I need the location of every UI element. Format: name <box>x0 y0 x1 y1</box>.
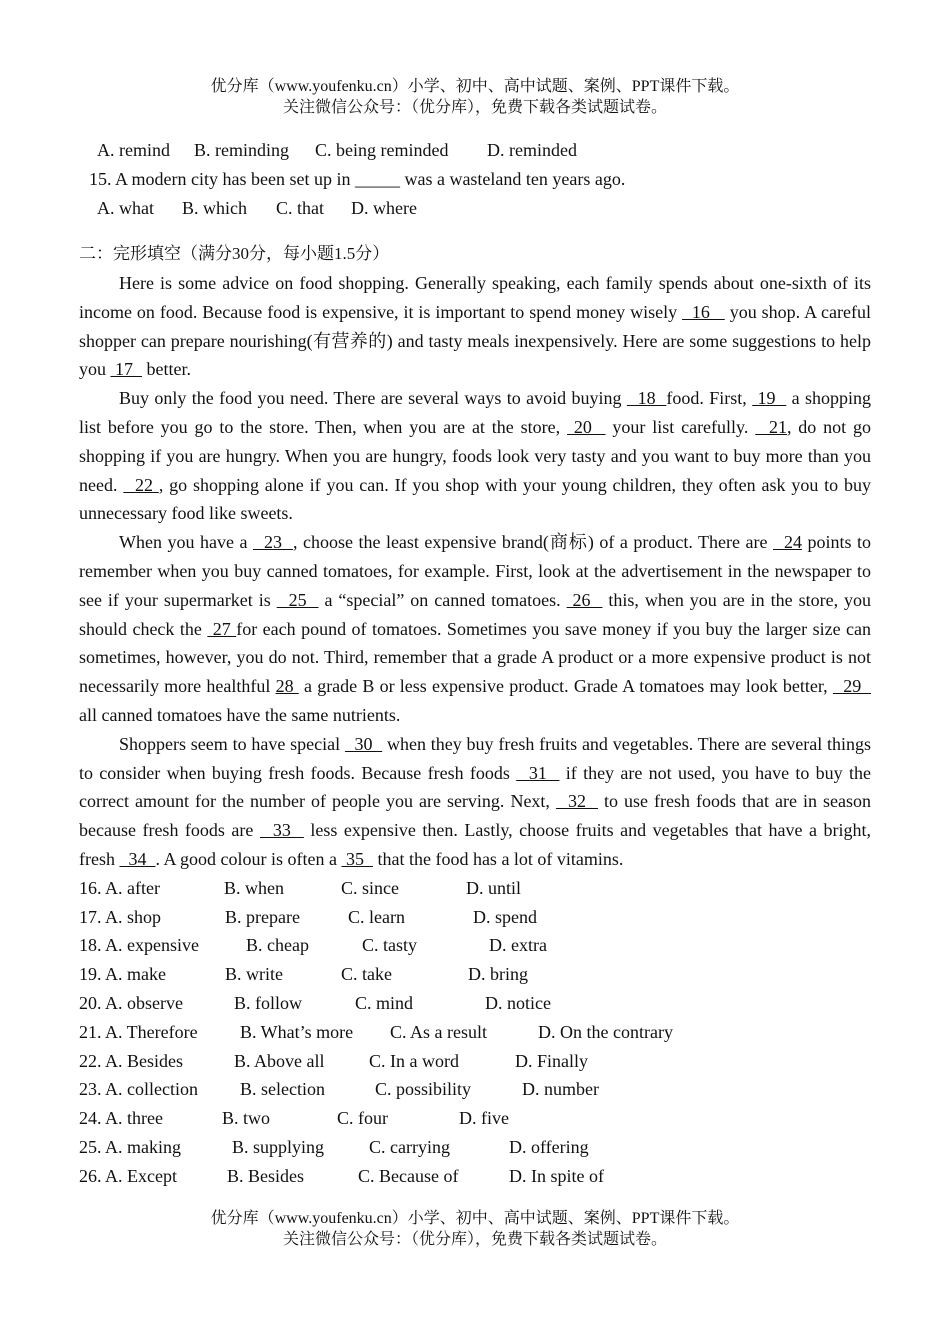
question-row <box>79 903 871 932</box>
option-a: 21. A. Therefore <box>79 1021 198 1042</box>
option-b: B. follow <box>234 992 303 1013</box>
option-c: C. carrying <box>369 1136 450 1157</box>
option-a: 17. A. shop <box>79 906 162 927</box>
option-c: C. As a result <box>390 1021 487 1042</box>
page-header <box>0 76 950 118</box>
option-b: B. What’s more <box>240 1021 354 1042</box>
blank-16: 16 <box>682 301 725 322</box>
option-d: D. until <box>466 877 522 898</box>
passage-paragraph-3: When you have a 23 , choose the least expensive brand(商标) of a product. There are 24 points to remember when you buy canned tomatoes, for example. First, look at the advertisement in the newspaper to see if your supermarket is 25 a “special” on canned tomatoes. 26 this, when you are in the store, you should check the 27 for each pound of tomatoes. Sometimes you save money if you buy the larger size can sometimes, however, you do not. Third, remember that a grade A product or a more expensive product is not necessarily more healthful 28 a grade B or less expensive product. Grade A tomatoes may look better, 29 all canned tomatoes have the same nutrients. <box>79 532 872 725</box>
option-d: D. number <box>522 1079 599 1100</box>
option-a: 18. A. expensive <box>79 935 199 956</box>
option-a: 22. A. Besides <box>79 1050 184 1071</box>
question-row <box>79 1047 871 1076</box>
blank-35: 35 <box>341 848 373 869</box>
header-line-1: 优分库（www.youfenku.cn）小学、初中、高中试题、案例、PPT课件下载。 <box>210 78 740 95</box>
footer-line-1: 优分库（www.youfenku.cn）小学、初中、高中试题、案例、PPT课件下载。 <box>210 1210 740 1227</box>
blank-34: 34 <box>119 848 156 869</box>
option-d: D. notice <box>485 992 551 1013</box>
option-c: C. In a word <box>369 1050 459 1071</box>
option-c: C. mind <box>355 992 414 1013</box>
question-row <box>79 931 871 960</box>
option-b: B. supplying <box>232 1136 325 1157</box>
blank-31: 31 <box>516 762 560 783</box>
option-b: B. when <box>224 877 284 898</box>
option-c: C. that <box>276 198 324 218</box>
blank-33: 33 <box>259 820 304 841</box>
option-b: B. reminding <box>194 140 289 160</box>
option-b: B. cheap <box>246 935 309 956</box>
blank-32: 32 <box>555 791 598 812</box>
blank-24: 24 <box>772 532 802 553</box>
option-c: C. being reminded <box>315 140 449 160</box>
blank-22: 22 <box>123 474 159 495</box>
question-row <box>79 989 871 1018</box>
question-list <box>79 874 871 1191</box>
header-line-2: 关注微信公众号：（优分库），免费下载各类试题试卷。 <box>282 99 667 116</box>
option-b: B. prepare <box>225 906 300 927</box>
option-b: B. write <box>225 964 283 985</box>
blank-27: 27 <box>207 618 237 639</box>
footer-line-2: 关注微信公众号：（优分库），免费下载各类试题试卷。 <box>282 1231 667 1248</box>
question-row <box>79 1104 871 1133</box>
q14-options <box>79 136 871 165</box>
option-d: D. spend <box>473 906 537 927</box>
page-footer <box>0 1208 950 1250</box>
passage-paragraph-4: Shoppers seem to have special 30 when they buy fresh fruits and vegetables. There are several things to consider when buying fresh foods. Because fresh foods 31 if they are not used, you have to buy the correct amount for the number of people you are serving. Next, 32 to use fresh foods that are in season because fresh foods are 33 less expensive then. Lastly, choose fruits and vegetables that have a bright, fresh 34 . A good colour is often a 35 that the food has a lot of vitamins. <box>79 733 872 869</box>
blank-19: 19 <box>752 388 787 409</box>
option-d: D. offering <box>509 1136 589 1157</box>
option-c: C. possibility <box>375 1079 472 1100</box>
option-a: A. remind <box>97 140 170 160</box>
option-c: C. tasty <box>362 935 418 956</box>
option-a: 26. A. Except <box>79 1165 177 1186</box>
question-row <box>79 874 871 903</box>
option-d: D. bring <box>468 964 528 985</box>
blank-17: 17 <box>110 359 142 380</box>
blank-20: 20 <box>566 416 606 437</box>
section-title: 二：完形填空（满分30分，每小题1.5分） <box>79 244 390 263</box>
question-row <box>79 1162 871 1191</box>
option-b: B. Above all <box>234 1050 325 1071</box>
option-c: C. Because of <box>358 1165 459 1186</box>
passage-paragraph-2: Buy only the food you need. There are several ways to avoid buying 18 food. First, 19 a shopping list before you go to the store. Then, when you are at the store, 20 your list carefully. 21, do not go shopping if you are hungry. When you are hungry, foods look very tasty and you want to buy more than you need. 22 , go shopping alone if you can. If you shop with your young children, they often ask you to buy unnecessary food like sweets. <box>79 388 872 524</box>
question-row <box>79 1133 871 1162</box>
option-c: C. since <box>341 877 399 898</box>
option-a: 20. A. observe <box>79 992 183 1013</box>
question-row <box>79 1018 871 1047</box>
option-d: D. On the contrary <box>538 1021 673 1042</box>
option-d: D. In spite of <box>509 1165 604 1186</box>
q15-options <box>79 194 871 223</box>
exam-page <box>79 136 871 1191</box>
option-a: 24. A. three <box>79 1108 163 1129</box>
blank-29: 29 <box>832 676 872 697</box>
blank-30: 30 <box>344 733 383 754</box>
blank-26: 26 <box>566 589 603 610</box>
option-a: 19. A. make <box>79 964 166 985</box>
question-stem: 15. A modern city has been set up in _____ was a wasteland ten years ago. <box>89 169 626 189</box>
blank-21: 21 <box>755 416 787 437</box>
option-c: C. take <box>341 964 392 985</box>
blank-28: 28 <box>275 676 299 697</box>
blank-23: 23 <box>252 532 293 553</box>
question-row <box>79 1075 871 1104</box>
option-b: B. selection <box>240 1079 325 1100</box>
blank-25: 25 <box>276 589 319 610</box>
option-d: D. extra <box>489 935 547 956</box>
option-d: D. Finally <box>515 1050 589 1071</box>
option-d: D. five <box>459 1108 509 1129</box>
passage-paragraph-1: Here is some advice on food shopping. Generally speaking, each family spends about one-sixth of its income on food. Because food is expensive, it is important to spend money wisely 16 you shop. A careful shopper can prepare nourishing(有营养的) and tasty meals inexpensively. Here are some suggestions to help you 17 better. <box>79 273 871 380</box>
option-b: B. two <box>222 1108 271 1129</box>
option-a: 23. A. collection <box>79 1079 198 1100</box>
option-b: B. Besides <box>227 1165 305 1186</box>
option-d: D. where <box>351 198 417 218</box>
option-d: D. reminded <box>487 140 577 160</box>
option-b: B. which <box>182 198 247 218</box>
q15-stem <box>79 165 871 194</box>
option-a: A. what <box>97 198 154 218</box>
option-a: 16. A. after <box>79 877 160 898</box>
option-a: 25. A. making <box>79 1136 181 1157</box>
option-c: C. four <box>337 1108 388 1129</box>
option-c: C. learn <box>348 906 405 927</box>
blank-18: 18 <box>626 388 667 409</box>
question-row <box>79 960 871 989</box>
